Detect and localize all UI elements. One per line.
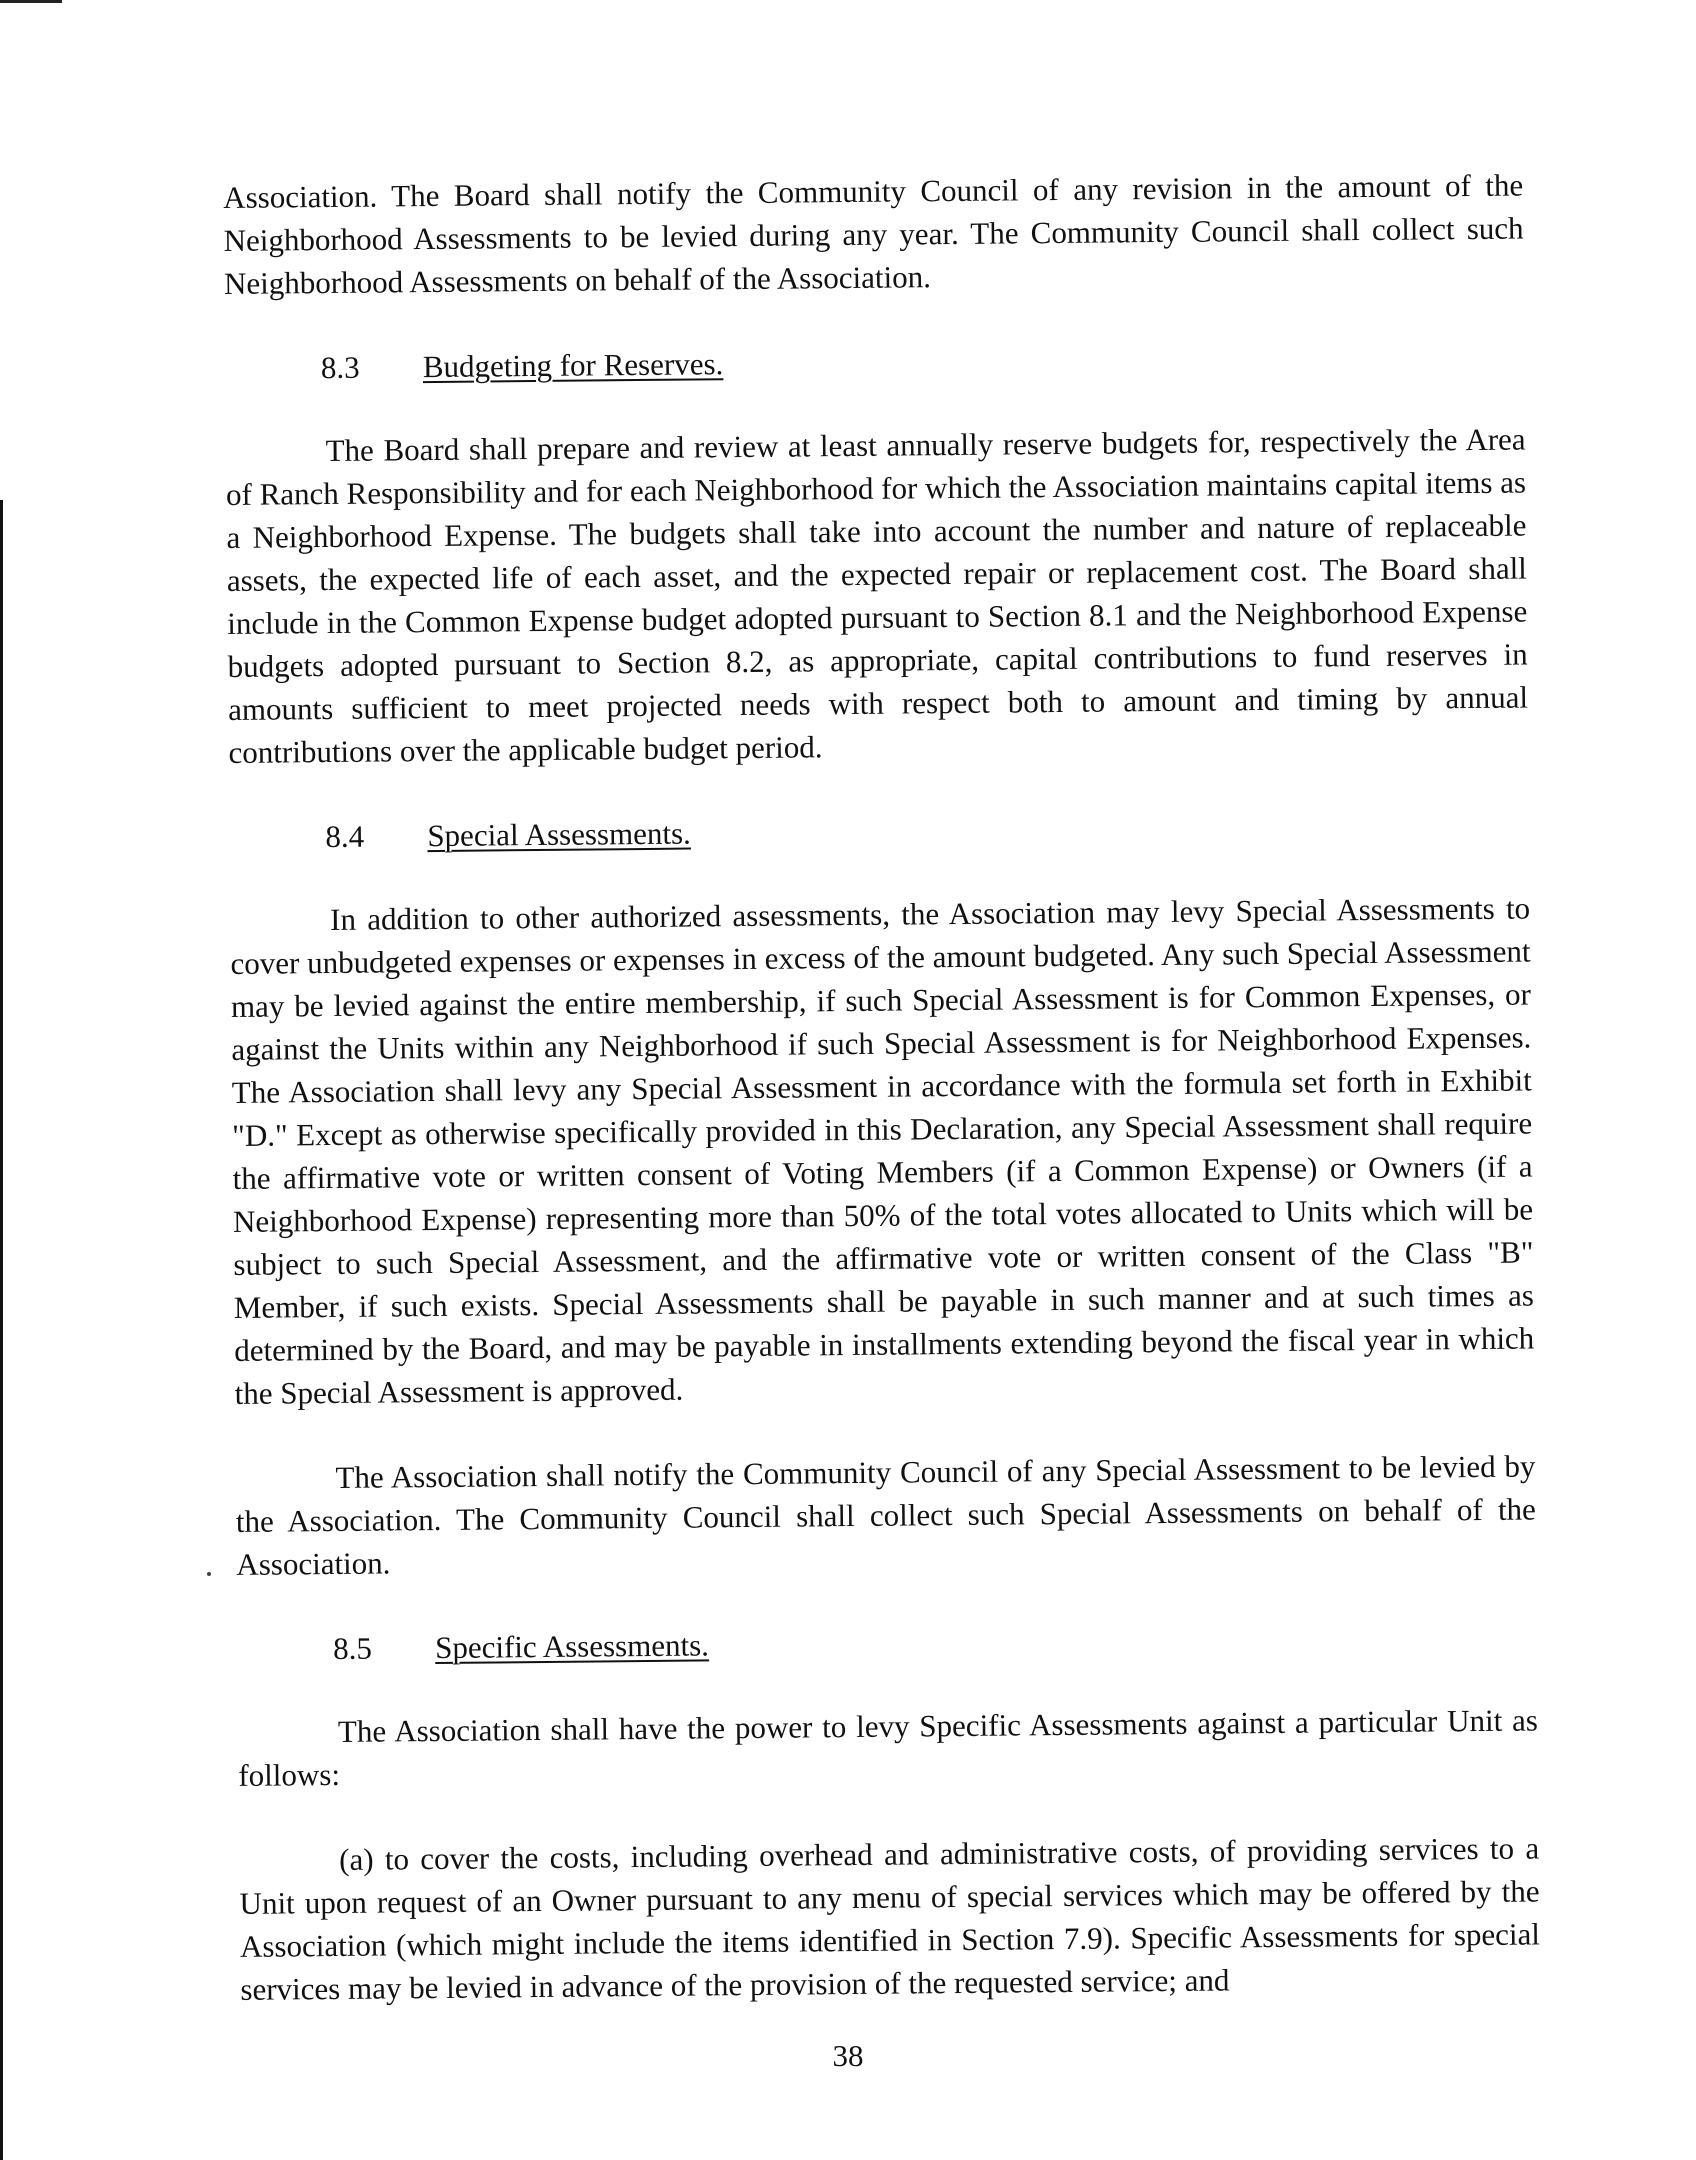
section-title: Budgeting for Reserves. <box>422 346 724 385</box>
paragraph: The Association shall have the power to levy Specific Assessments against a particular Unit as follows: <box>238 1702 1539 1793</box>
section-number: 8.3 <box>320 349 360 386</box>
paragraph: The Board shall prepare and review at least annually reserve budgets for, respectively the Area of Ranch Responsibility and for each Neighborhood for which the Association maintains capital items as a Neighborhood Expense. The budgets shall take into account the number and nature of replaceable assets, the expected life of each asset, and the expected repair or replacement cost. The Board shall include in the Common Expense budget adopted pursuant to Section 8.1 and the Neighborhood Expense budgets adopted pursuant to Section 8.2, as appropriate, capital contributions to fund reserves in amounts sufficient to meet projected needs with respect both to amount and timing by annual contributions over the applicable budget period. <box>225 421 1529 770</box>
page-number: 38 <box>832 2038 864 2073</box>
section-number: 8.5 <box>332 1630 373 1667</box>
section-number: 8.4 <box>325 818 365 855</box>
opening-paragraph: Association. The Board shall notify the Community Council of any revision in the amount of the Neighborhood Assessments to be levied during any year. The Community Council shall collect such Neighborhood Assessments on behalf of the Association. <box>223 167 1524 301</box>
scan-edge-mark <box>0 0 62 3</box>
section-title: Special Assessments. <box>427 815 691 854</box>
scan-edge-line <box>0 500 3 2160</box>
section-heading-8-3 <box>321 335 1525 390</box>
list-item-a: (a) to cover the costs, including overhead and administrative costs, of providing services to a Unit upon request of an Owner pursuant to any menu of special services which may be offered by the Association (which might include the items identified in Section 7.9). Specific Assessments for special services may be levied in advance of the provision of the requested service; and <box>239 1830 1541 2007</box>
section-title: Specific Assessments. <box>434 1627 710 1666</box>
section-heading-8-5 <box>333 1615 1537 1670</box>
paragraph: In addition to other authorized assessments, the Association may levy Special Assessments to cover unbudgeted expenses or expenses in excess of the amount budgeted. Any such Special Assessment may be levied against the entire membership, if such Special Assessment is for Common Expenses, or against the Units within any Neighborhood if such Special Assessment is for Neighborhood Expenses. The Association shall levy any Special Assessment in accordance with the formula set forth in Exhibit "D." Except as otherwise specifically provided in this Declaration, any Special Assessment shall require the affirmative vote or written consent of Voting Members (if a Common Expense) or Owners (if a Neighborhood Expense) representing more than 50% of the total votes allocated to Units which will be subject to such Special Assessment, and the affirmative vote or written consent of the Class "B" Member, if such exists. Special Assessments shall be payable in such manner and at such times as determined by the Board, and may be payable in installments extending beyond the fiscal year in which the Special Assessment is approved. <box>230 890 1535 1411</box>
scan-speck <box>207 1572 211 1576</box>
section-heading-8-4 <box>325 803 1529 858</box>
paragraph: The Association shall notify the Community Council of any Special Assessment to be levied by the Association. The Community Council shall collect such Special Assessments on behalf of the Association. <box>235 1448 1537 1582</box>
document-body <box>223 164 1541 2011</box>
